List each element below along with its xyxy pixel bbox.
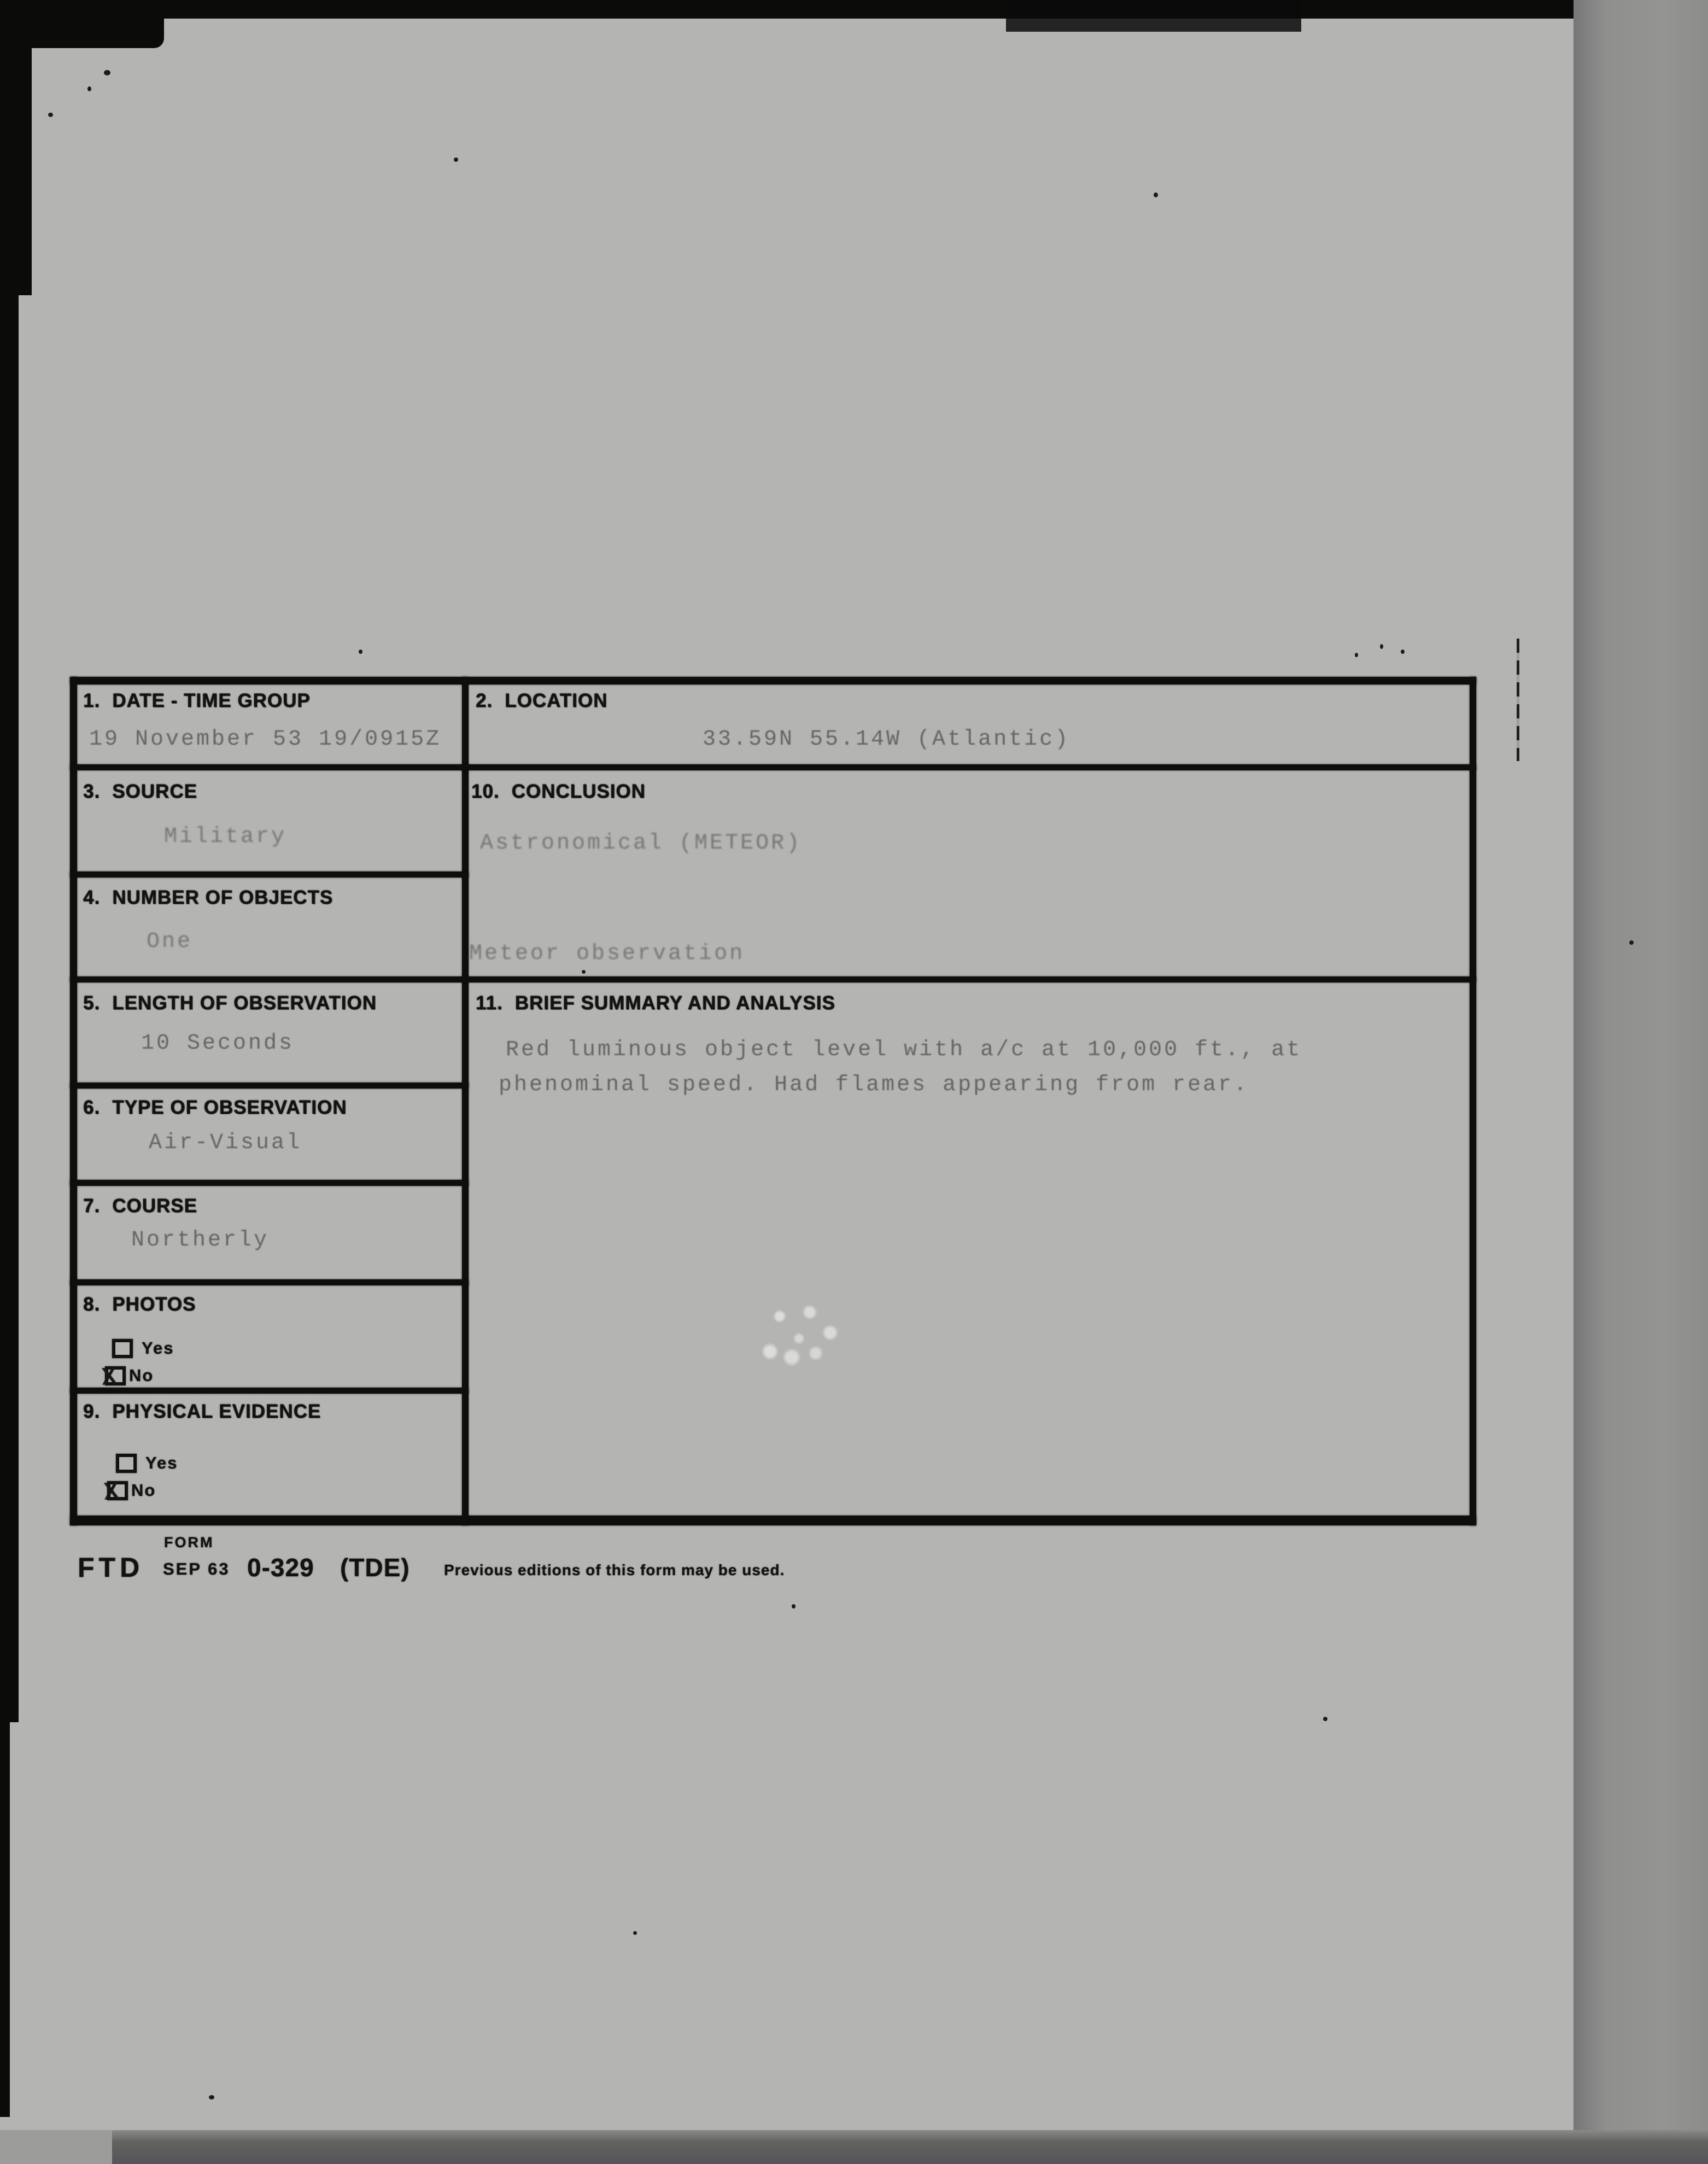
physical-evidence-yes-checkbox-row: Yes: [116, 1453, 178, 1473]
photos-yes-checkbox-row: Yes: [112, 1338, 174, 1358]
ink-speck: [1323, 1717, 1327, 1721]
scan-edge-left: [0, 0, 32, 295]
field-label-course: 7. COURSE: [83, 1195, 197, 1216]
checkbox-unchecked-icon: [112, 1339, 133, 1358]
checkbox-checked-icon: X: [105, 1366, 126, 1385]
field-value-type-of-observation: Air-Visual: [149, 1131, 302, 1155]
field-label-brief-summary: 11. BRIEF SUMMARY AND ANALYSIS: [476, 992, 835, 1014]
footer-form-number: 0-329: [247, 1553, 314, 1582]
ink-speck: [48, 113, 53, 117]
ink-speck: [1154, 192, 1158, 197]
page-fold-mark: [1517, 639, 1519, 761]
field-label-location: 2. LOCATION: [476, 690, 608, 711]
field-label-conclusion: 10. CONCLUSION: [471, 781, 646, 802]
field-value-conclusion-line2: Meteor observation: [469, 941, 745, 966]
field-label-type-of-observation: 6. TYPE OF OBSERVATION: [83, 1097, 347, 1118]
checkbox-unchecked-icon: [116, 1454, 137, 1473]
scan-edge-left: [0, 1684, 10, 2117]
field-value-course: Northerly: [131, 1228, 270, 1253]
ink-speck: [104, 70, 110, 75]
ink-speck: [87, 86, 91, 91]
field-label-number-of-objects: 4. NUMBER OF OBJECTS: [83, 887, 334, 908]
field-value-conclusion-line1: Astronomical (METEOR): [480, 831, 802, 856]
footer-form-word: FORM: [164, 1534, 214, 1551]
field-value-number-of-objects: One: [147, 929, 193, 954]
checkbox-checked-icon: X: [107, 1481, 128, 1500]
scan-edge-top: [0, 0, 1574, 19]
ink-speck: [454, 157, 458, 162]
footer-form-suffix: (TDE): [340, 1553, 410, 1582]
ink-speck: [1380, 644, 1383, 649]
ink-speck: [1355, 653, 1358, 657]
field-value-location: 33.59N 55.14W (Atlantic): [703, 727, 1071, 752]
field-label-length-of-observation: 5. LENGTH OF OBSERVATION: [83, 992, 377, 1014]
ink-speck: [582, 970, 586, 974]
ink-speck: [792, 1604, 795, 1609]
field-value-brief-summary-line1: Red luminous object level with a/c at 10,000 ft., at: [506, 1038, 1302, 1062]
scan-background-right: [1574, 0, 1708, 2164]
scan-edge-top-middle: [1006, 0, 1301, 32]
field-label-date-time-group: 1. DATE - TIME GROUP: [83, 690, 311, 711]
field-value-source: Military: [164, 824, 287, 849]
scan-edge-left: [0, 273, 19, 1722]
field-label-physical-evidence: 9. PHYSICAL EVIDENCE: [83, 1401, 321, 1422]
whiteout-smudge: [744, 1296, 864, 1378]
ink-speck: [1629, 940, 1634, 945]
field-label-source: 3. SOURCE: [83, 781, 197, 802]
ink-speck: [633, 1931, 637, 1935]
ink-speck: [1401, 650, 1405, 654]
field-label-photos: 8. PHOTOS: [83, 1294, 196, 1315]
scan-background-bottom-corner: [0, 2130, 112, 2164]
photos-no-checkbox-row: X No: [101, 1362, 154, 1393]
physical-evidence-no-checkbox-row: X No: [103, 1477, 156, 1507]
footer-agency: FTD: [78, 1552, 144, 1583]
footer-note: Previous editions of this form may be used.: [444, 1561, 785, 1578]
ink-speck: [359, 650, 362, 654]
footer-form-date: SEP 63: [163, 1559, 230, 1578]
ink-speck: [209, 2095, 214, 2099]
scan-background-bottom: [0, 2130, 1708, 2164]
field-value-length-of-observation: 10 Seconds: [141, 1031, 295, 1056]
field-value-date-time-group: 19 November 53 19/0915Z: [89, 727, 442, 752]
field-value-brief-summary-line2: phenominal speed. Had flames appearing from rear.: [499, 1073, 1249, 1097]
